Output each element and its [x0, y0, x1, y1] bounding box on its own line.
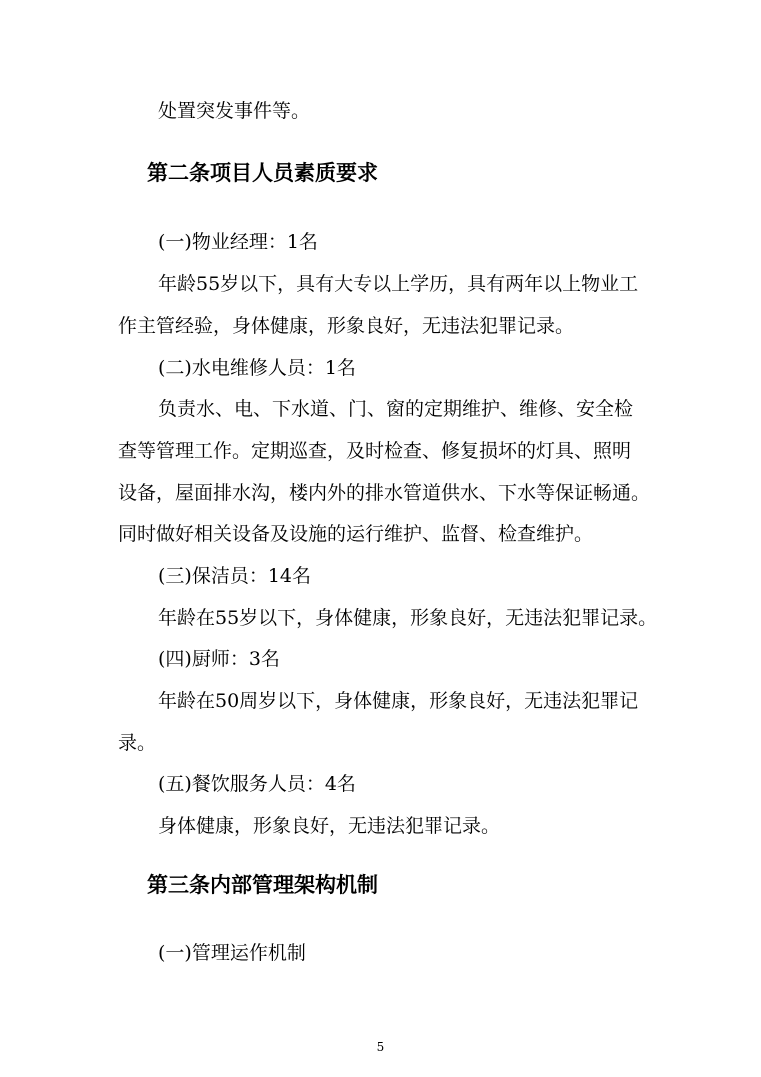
- text-line: 年龄在55岁以下，身体健康，形象良好，无违法犯罪记录。: [158, 607, 658, 629]
- text-line: 查等管理工作。定期巡查，及时检查、修复损坏的灯具、照明: [118, 440, 632, 462]
- text-line: 作主管经验，身体健康，形象良好，无违法犯罪记录。: [118, 315, 575, 337]
- text-line-emergency: 处置突发事件等。: [158, 100, 311, 122]
- subheading-cleaners: (三)保洁员：14名: [158, 565, 312, 587]
- text-line: 同时做好相关设备及设施的运行维护、监督、检查维护。: [118, 523, 594, 545]
- section-heading-article-3: 第三条内部管理架构机制: [147, 873, 378, 897]
- text-line: 设备，屋面排水沟，楼内外的排水管道供水、下水等保证畅通。: [118, 482, 651, 504]
- text-line: 负责水、电、下水道、门、窗的定期维护、维修、安全检: [158, 398, 634, 420]
- text-line: 身体健康，形象良好，无违法犯罪记录。: [158, 815, 501, 837]
- section-heading-article-2: 第二条项目人员素质要求: [147, 161, 378, 185]
- page-number: 5: [376, 1040, 385, 1054]
- subheading-maintenance-staff: (二)水电维修人员：1名: [158, 357, 356, 379]
- subheading-chefs: (四)厨师：3名: [158, 648, 280, 670]
- subheading-catering-staff: (五)餐饮服务人员：4名: [158, 773, 356, 795]
- subheading-management-mechanism: (一)管理运作机制: [158, 942, 306, 964]
- text-line: 录。: [118, 732, 157, 754]
- text-line: 年龄在50周岁以下，身体健康，形象良好，无违法犯罪记: [158, 690, 639, 712]
- text-line: 年龄55岁以下，具有大专以上学历，具有两年以上物业工: [158, 273, 639, 295]
- subheading-property-manager: (一)物业经理：1名: [158, 231, 318, 253]
